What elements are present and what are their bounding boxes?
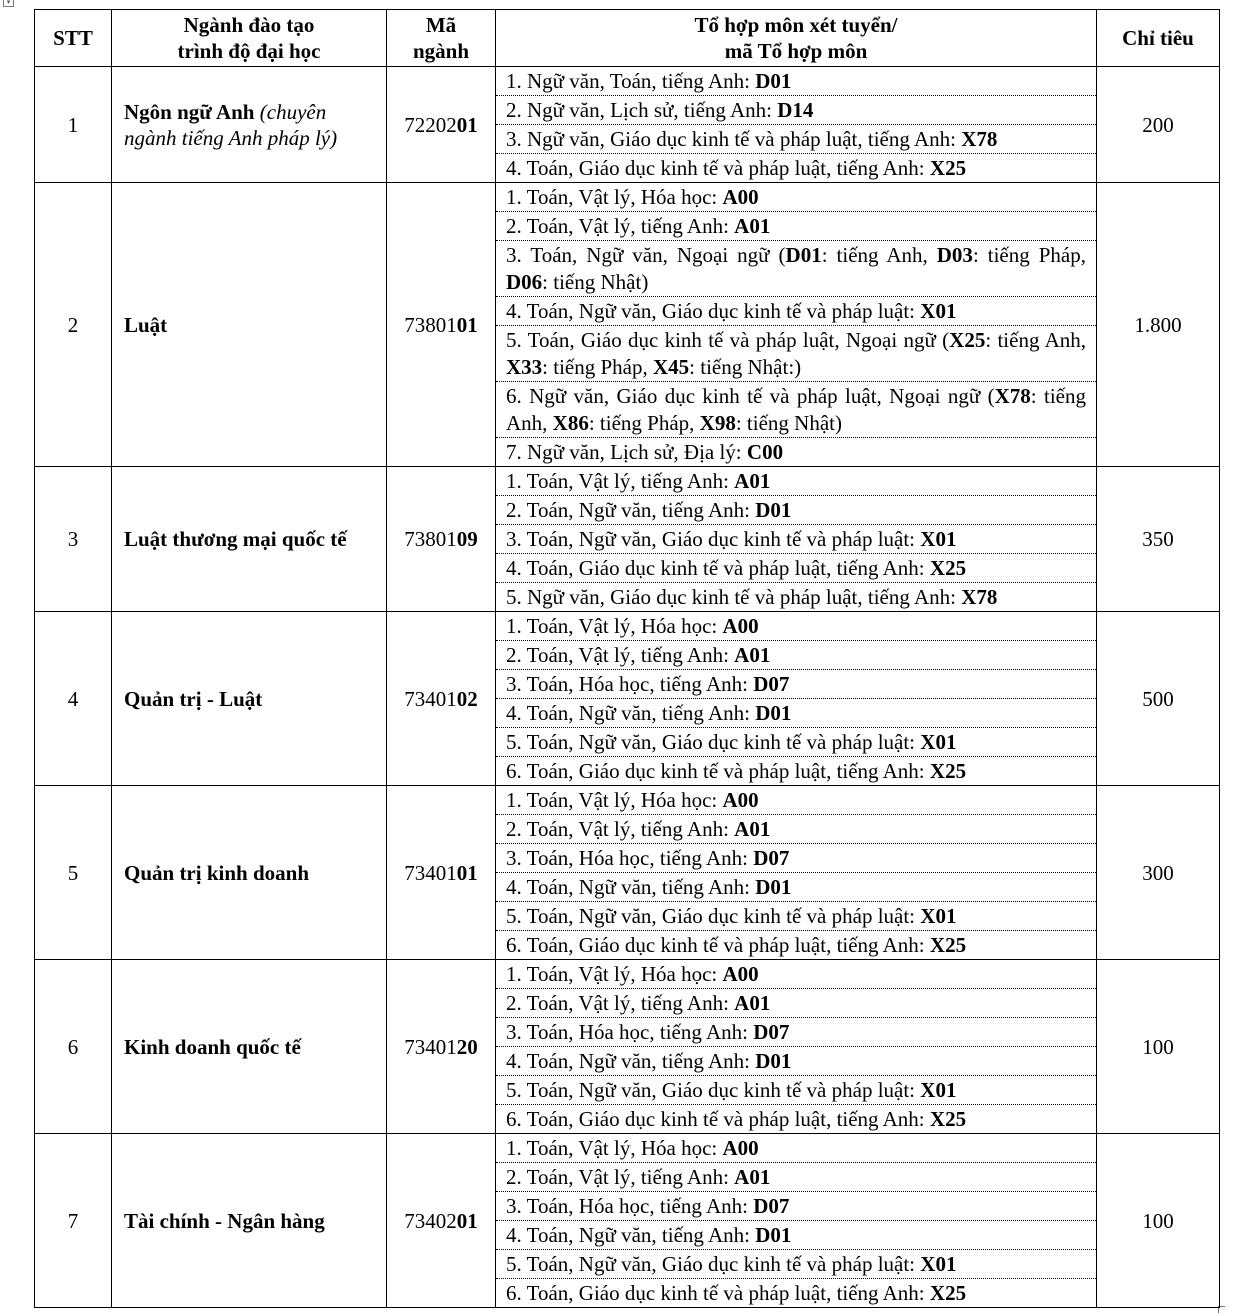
combination-code: X25 [929,556,967,580]
combination-code: X25 [929,1281,967,1305]
row-stt: 6 [35,960,112,1134]
combination-code: X01 [920,904,957,928]
admissions-table [34,9,1220,1308]
header-quota: Chỉ tiêu [1097,10,1220,67]
row-quota: 1.800 [1097,183,1220,467]
row-program-name [112,67,387,183]
combination-item [496,96,1096,125]
combination-text: 5. Toán, Ngữ văn, Giáo dục kinh tế và pháp luật: [506,730,921,754]
combination-code: D01 [755,701,792,725]
program-code-suffix: 09 [456,527,478,551]
combination-item [496,1163,1096,1192]
combination-item [496,612,1096,641]
combination-code: X78 [961,585,998,609]
combination-item [496,670,1096,699]
combination-text: 5. Toán, Ngữ văn, Giáo dục kinh tế và pháp luật: [506,1252,921,1276]
combination-code: D01 [755,1223,792,1247]
row-quota: 350 [1097,467,1220,612]
program-code-prefix: 73801 [404,312,457,337]
header-program [112,10,387,67]
combination-text: 6. Toán, Giáo dục kinh tế và pháp luật, tiếng Anh: [506,1281,930,1305]
combination-item [496,297,1096,326]
combination-item [496,1279,1096,1307]
row-program-name [112,612,387,786]
program-name-text: Quản trị - Luật [124,686,263,711]
row-subject-combinations [496,467,1097,612]
combination-code: X86 [552,411,589,435]
header-code [387,10,496,67]
combination-item [496,873,1096,902]
header-stt: STT [35,10,112,67]
row-stt: 4 [35,612,112,786]
program-name-text: Luật thương mại quốc tế [124,527,347,551]
combination-item [496,1018,1096,1047]
combination-code: X01 [920,299,957,323]
combination-item [496,641,1096,670]
combination-item [496,125,1096,154]
combination-code: X98 [699,411,736,435]
program-code-suffix: 01 [456,312,478,337]
combination-code: X33 [506,355,543,379]
header-code-line2: ngành [412,39,470,63]
combination-text: 3. Toán, Hóa học, tiếng Anh: [506,672,754,696]
row-subject-combinations [496,183,1097,467]
combination-text: 2. Toán, Ngữ văn, tiếng Anh: [506,498,756,522]
row-program-name [112,467,387,612]
combination-code: X01 [920,527,957,551]
row-program-name [112,786,387,960]
combination-code: X01 [920,1252,957,1276]
combination-code: A01 [734,643,771,667]
combination-text: : tiếng Anh, [506,384,1086,435]
combination-text: 3. Toán, Ngữ văn, Giáo dục kinh tế và pháp luật: [506,527,921,551]
program-name-text: Ngôn ngữ Anh [124,99,255,124]
row-program-code [387,467,496,612]
row-stt: 5 [35,786,112,960]
combination-text: 3. Toán, Ngữ văn, Ngoại ngữ ( [506,243,786,267]
table-body [35,67,1220,1308]
combination-text: 3. Toán, Hóa học, tiếng Anh: [506,1020,754,1044]
combination-text: 3. Toán, Hóa học, tiếng Anh: [506,846,754,870]
combination-code: X78 [961,127,998,151]
combination-text: 3. Toán, Hóa học, tiếng Anh: [506,1194,754,1218]
combination-text: 7. Ngữ văn, Lịch sử, Địa lý: [506,440,747,464]
combination-code: D01 [755,875,792,899]
table-move-handle-icon[interactable]: ▾ [3,0,14,7]
row-subject-combinations [496,960,1097,1134]
combination-code: D06 [506,270,543,294]
combination-text: 4. Toán, Ngữ văn, tiếng Anh: [506,1049,756,1073]
combination-code: A01 [734,469,771,493]
combination-item [496,699,1096,728]
table-row [35,67,1220,183]
combination-item [496,989,1096,1018]
combination-text: : tiếng Anh, [821,243,937,267]
combination-code: D14 [777,98,814,122]
row-quota: 100 [1097,960,1220,1134]
table-row [35,960,1220,1134]
combination-item [496,467,1096,496]
combination-text: 2. Toán, Vật lý, tiếng Anh: [506,643,735,667]
row-program-code [387,786,496,960]
row-stt: 2 [35,183,112,467]
combination-text: 4. Toán, Giáo dục kinh tế và pháp luật, tiếng Anh: [506,556,930,580]
combination-code: X25 [929,759,967,783]
combination-text: 4. Toán, Ngữ văn, Giáo dục kinh tế và pháp luật: [506,299,921,323]
row-subject-combinations [496,612,1097,786]
combination-text: 2. Toán, Vật lý, tiếng Anh: [506,214,735,238]
combination-text: 4. Toán, Giáo dục kinh tế và pháp luật, tiếng Anh: [506,156,930,180]
row-program-name [112,183,387,467]
row-program-name [112,960,387,1134]
combination-text: 1. Toán, Vật lý, Hóa học: [506,614,723,638]
table-row [35,1134,1220,1308]
combination-item [496,212,1096,241]
program-code-prefix: 73801 [404,527,457,551]
combination-text: 3. Ngữ văn, Giáo dục kinh tế và pháp luật, tiếng Anh: [506,127,962,151]
combination-code: D01 [755,69,792,93]
combination-code: X25 [929,933,967,957]
combination-item [496,183,1096,212]
combination-text: 1. Toán, Vật lý, Hóa học: [506,185,723,209]
program-name-text: Kinh doanh quốc tế [124,1034,301,1059]
program-code-prefix: 73401 [404,860,457,885]
combination-text: 4. Toán, Ngữ văn, tiếng Anh: [506,1223,756,1247]
table-row [35,612,1220,786]
combination-code: D01 [755,498,792,522]
combination-item [496,241,1096,297]
header-code-line1: Mã [425,13,457,37]
table-row [35,467,1220,612]
combination-code: C00 [746,440,784,464]
combination-item [496,757,1096,785]
row-stt: 3 [35,467,112,612]
row-program-code [387,1134,496,1308]
combination-text: : tiếng Nhật) [735,411,842,435]
combination-text: 1. Ngữ văn, Toán, tiếng Anh: [506,69,756,93]
program-code-prefix: 73401 [404,1034,457,1059]
header-combos-line1: Tổ hợp môn xét tuyển/ [694,13,898,37]
combination-item [496,960,1096,989]
combination-item [496,438,1096,466]
combination-code: X45 [653,355,690,379]
combination-item [496,815,1096,844]
combination-code: X25 [929,156,967,180]
combination-code: D07 [753,672,790,696]
combination-text: 1. Toán, Vật lý, Hóa học: [506,1136,723,1160]
combination-item [496,382,1096,438]
row-quota: 300 [1097,786,1220,960]
table-row [35,183,1220,467]
header-combos-line2: mã Tổ hợp môn [724,39,868,63]
program-code-prefix: 73401 [404,686,457,711]
combination-code: A01 [734,1165,771,1189]
combination-item [496,326,1096,382]
combination-text: 5. Toán, Giáo dục kinh tế và pháp luật, Ngoại ngữ ( [506,328,950,352]
combination-code: D07 [753,1020,790,1044]
row-program-code [387,612,496,786]
combination-code: D01 [755,1049,792,1073]
row-quota: 500 [1097,612,1220,786]
combination-item [496,496,1096,525]
combination-item [496,525,1096,554]
header-program-line2: trình độ đại học [177,39,321,63]
program-name-text: Quản trị kinh doanh [124,860,310,885]
combination-text: 4. Toán, Ngữ văn, tiếng Anh: [506,875,756,899]
combination-code: X78 [994,384,1031,408]
row-stt: 1 [35,67,112,183]
combination-code: X01 [920,1078,957,1102]
row-program-code [387,183,496,467]
combination-code: A00 [722,788,759,812]
combination-item [496,554,1096,583]
combination-text: : tiếng Pháp, [588,411,700,435]
row-program-name [112,1134,387,1308]
combination-text: 5. Toán, Ngữ văn, Giáo dục kinh tế và pháp luật: [506,904,921,928]
combination-code: A01 [734,991,771,1015]
combination-text: 5. Toán, Ngữ văn, Giáo dục kinh tế và pháp luật: [506,1078,921,1102]
combination-item [496,583,1096,611]
combination-code: X25 [949,328,986,352]
combination-text: 5. Ngữ văn, Giáo dục kinh tế và pháp luật, tiếng Anh: [506,585,962,609]
combination-code: X25 [929,1107,967,1131]
combination-text: : tiếng Pháp, [542,355,653,379]
table-row [35,786,1220,960]
combination-item [496,1134,1096,1163]
combination-text: 2. Toán, Vật lý, tiếng Anh: [506,991,735,1015]
program-name-note: (chuyên ngành tiếng Anh pháp lý) [124,99,338,150]
combination-code: A00 [722,962,759,986]
row-subject-combinations [496,786,1097,960]
combination-code: D07 [753,846,790,870]
row-quota: 100 [1097,1134,1220,1308]
combination-code: A00 [722,614,759,638]
combination-item [496,1221,1096,1250]
combination-code: D07 [753,1194,790,1218]
program-code-suffix: 20 [456,1034,478,1059]
row-stt: 7 [35,1134,112,1308]
table-header-row [35,10,1220,67]
combination-item [496,844,1096,873]
combination-text: 1. Toán, Vật lý, Hóa học: [506,788,723,812]
row-program-code [387,67,496,183]
row-subject-combinations [496,67,1097,183]
program-name-text: Luật [124,312,168,337]
program-code-suffix: 01 [456,112,478,137]
combination-item [496,1105,1096,1133]
combination-text: 4. Toán, Ngữ văn, tiếng Anh: [506,701,756,725]
combination-text: 2. Toán, Vật lý, tiếng Anh: [506,817,735,841]
combination-item [496,902,1096,931]
combination-text: 1. Toán, Vật lý, Hóa học: [506,962,723,986]
combination-item [496,728,1096,757]
combination-text: : tiếng Nhật) [542,270,649,294]
combination-item [496,67,1096,96]
combination-text: 6. Toán, Giáo dục kinh tế và pháp luật, tiếng Anh: [506,759,930,783]
combination-item [496,931,1096,959]
combination-text: : tiếng Pháp, [972,243,1086,267]
combination-text: : tiếng Anh, [985,328,1086,352]
combination-code: D01 [785,243,822,267]
combination-text: 6. Toán, Giáo dục kinh tế và pháp luật, tiếng Anh: [506,1107,930,1131]
program-code-suffix: 01 [456,1208,478,1233]
combination-item [496,1047,1096,1076]
combination-code: D03 [936,243,973,267]
combination-text: 1. Toán, Vật lý, tiếng Anh: [506,469,735,493]
row-quota: 200 [1097,67,1220,183]
combination-code: A00 [722,1136,759,1160]
row-program-code [387,960,496,1134]
combination-code: A01 [734,817,771,841]
program-code-suffix: 01 [456,860,478,885]
combination-text: 6. Ngữ văn, Giáo dục kinh tế và pháp luật, Ngoại ngữ ( [506,384,995,408]
combination-item [496,786,1096,815]
combination-item [496,154,1096,182]
program-code-prefix: 73402 [404,1208,457,1233]
combination-item [496,1192,1096,1221]
combination-text: 2. Toán, Vật lý, tiếng Anh: [506,1165,735,1189]
combination-text: : tiếng Nhật:) [689,355,802,379]
combination-code: X01 [920,730,957,754]
header-combos [496,10,1097,67]
program-name-text: Tài chính - Ngân hàng [124,1208,325,1233]
combination-text: 6. Toán, Giáo dục kinh tế và pháp luật, tiếng Anh: [506,933,930,957]
row-subject-combinations [496,1134,1097,1308]
program-code-suffix: 02 [456,686,478,711]
program-code-prefix: 72202 [404,112,457,137]
combination-code: A00 [722,185,759,209]
combination-code: A01 [734,214,771,238]
header-program-line1: Ngành đào tạo [183,13,315,37]
combination-item [496,1076,1096,1105]
combination-text: 2. Ngữ văn, Lịch sử, tiếng Anh: [506,98,778,122]
combination-item [496,1250,1096,1279]
